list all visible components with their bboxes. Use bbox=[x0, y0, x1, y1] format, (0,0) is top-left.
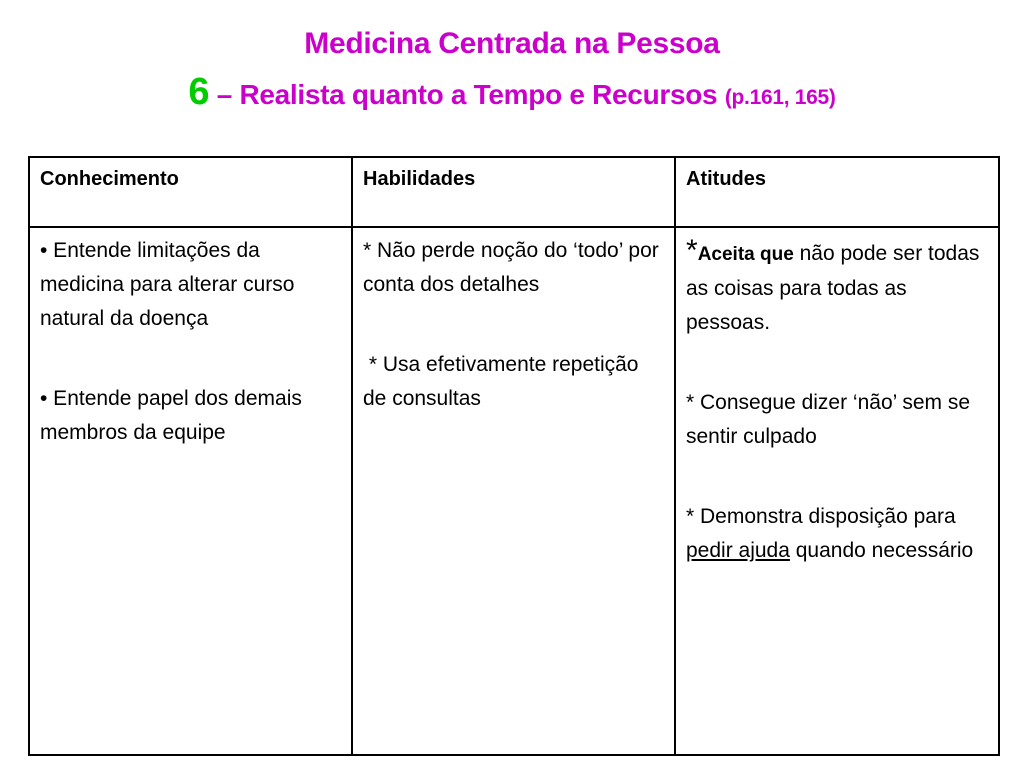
atitudes-item-2: * Consegue dizer ‘não’ sem se sentir culpado bbox=[686, 391, 971, 448]
atitudes-item-1-bold: Aceita que bbox=[697, 244, 794, 265]
atitudes-item-3-underlined: pedir ajuda bbox=[686, 539, 790, 562]
header-habilidades: Habilidades bbox=[352, 157, 675, 227]
table-header-row bbox=[29, 157, 999, 227]
atitudes-item-3-before: * Demonstra disposição para bbox=[686, 505, 956, 528]
atitudes-item-1-rest: não pode ser todas as coisas para todas as pessoas. bbox=[686, 242, 980, 334]
title-subtitle: – Realista quanto a Tempo e Recursos bbox=[209, 79, 725, 110]
atitudes-item-3-after: quando necessário bbox=[789, 539, 974, 562]
conhecimento-item-2: • Entende papel dos demais membros da equipe bbox=[40, 387, 302, 444]
title-reference: (p.161, 165) bbox=[724, 86, 836, 109]
conhecimento-item-1: • Entende limitações da medicina para alterar curso natural da doença bbox=[40, 239, 295, 330]
cell-habilidades bbox=[352, 227, 675, 755]
title-subtitle-line bbox=[0, 66, 1024, 124]
cell-conhecimento bbox=[29, 227, 352, 755]
atitudes-item-1 bbox=[686, 234, 988, 340]
asterisk: * bbox=[686, 234, 698, 267]
habilidades-item-2: * Usa efetivamente repetição de consultas bbox=[363, 353, 645, 410]
header-conhecimento: Conhecimento bbox=[29, 157, 352, 227]
header-atitudes: Atitudes bbox=[675, 157, 999, 227]
habilidades-item-1: * Não perde noção do ‘todo’ por conta dos detalhes bbox=[363, 239, 659, 296]
table-row bbox=[29, 227, 999, 755]
cell-atitudes bbox=[675, 227, 999, 755]
competencies-table bbox=[28, 156, 1000, 756]
title-number: 6 bbox=[188, 71, 210, 113]
slide-title bbox=[0, 22, 1024, 124]
atitudes-item-3 bbox=[686, 500, 988, 568]
title-main: Medicina Centrada na Pessoa bbox=[304, 27, 720, 60]
